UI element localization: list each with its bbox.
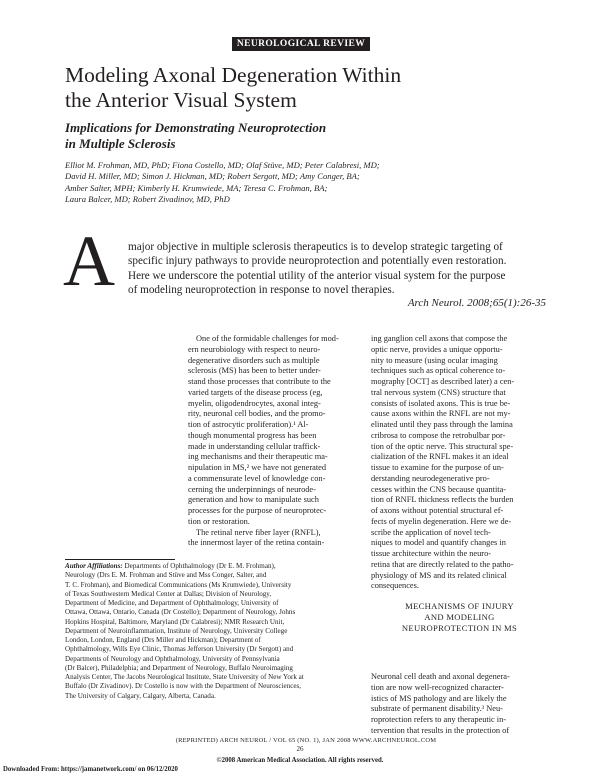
- abstract: [128, 240, 548, 298]
- body-text-line: cerning the underpinnings of neurode-: [188, 484, 316, 494]
- abstract-drop-cap: A: [63, 221, 115, 301]
- heading-line: AND MODELING: [424, 611, 495, 622]
- author-line: Laura Balcer, MD; Robert Zivadinov, MD, PhD: [65, 193, 230, 204]
- body-text-line: ern neurobiology with respect to neuro-: [188, 344, 321, 354]
- body-text-line: (Dr Balcer), Philadelphia; and Department of Neurology, Buffalo Neuroimaging: [65, 663, 293, 672]
- affiliation-text: Departments of Ophthalmology (Dr E. M. Frohman),: [124, 562, 276, 570]
- abstract-line: specific injury pathways to provide neuroprotection and potentially even restoration.: [128, 255, 507, 268]
- body-text-line: fects of myelin degeneration. Here we de-: [371, 516, 512, 526]
- download-notice: Downloaded From: https://jamanetwork.com/ on 06/12/2020: [3, 766, 178, 773]
- body-text-line: scribe the application of novel tech-: [371, 527, 491, 537]
- article-subtitle: [65, 120, 505, 152]
- body-text-line: tion or restoration.: [188, 516, 250, 526]
- author-line: David H. Miller, MD; Simon J. Hickman, MD; Robert Sergott, MD; Amy Conger, BA;: [65, 171, 360, 182]
- body-text-line: cesses within the CNS because quantita-: [371, 484, 507, 494]
- body-text-line: sclerosis (MS) has been to better under-: [188, 366, 321, 376]
- body-text-line: elinated until they pass through the lamina: [371, 420, 513, 429]
- body-text-line: T. C. Frohman), and Biomedical Communications (Ms Krumwiede), University: [65, 580, 292, 589]
- body-text-line: tion of the optic nerve. This structural spe-: [371, 441, 514, 451]
- body-column-right-section: [371, 672, 548, 737]
- body-text-line: derstanding neurodegenerative pro-: [371, 473, 490, 483]
- body-text-line: The University of Calgary, Calgary, Alberta, Canada.: [65, 691, 216, 700]
- body-text-line: mography [OCT] as described later) a cen-: [371, 377, 515, 386]
- author-list: [65, 160, 475, 205]
- title-line: Modeling Axonal Degeneration Within: [65, 63, 402, 87]
- author-affiliations: [65, 562, 355, 701]
- author-line: Elliot M. Frohman, MD, PhD; Fiona Costello, MD; Olaf Stüve, MD; Peter Calabresi, MD;: [65, 160, 380, 170]
- body-text-line: istics of MS pathology and are likely the: [371, 693, 507, 703]
- body-text-line: consequences.: [371, 581, 419, 591]
- body-text-line: Department of Neuroinflammation, Institute of Neurology, University College: [65, 626, 288, 635]
- body-text-line: One of the formidable challenges for mod-: [196, 334, 339, 343]
- body-text-line: made in understanding cellular traffick-: [188, 441, 321, 451]
- section-banner: NEUROLOGICAL REVIEW: [232, 37, 370, 51]
- body-text-line: ing mechanisms and their therapeutic ma-: [188, 452, 328, 462]
- body-text-line: generation and how to manipulate such: [188, 495, 319, 505]
- body-text-line: substrate of permanent disability.³ Neu-: [371, 704, 503, 714]
- body-text-line: Ottawa, Ottawa, Ontario, Canada (Dr Costello); Department of Neurology, Johns: [65, 608, 296, 617]
- body-text-line: tissue architecture within the neuro-: [371, 549, 492, 558]
- body-text-line: though monumental progress has been: [188, 430, 317, 440]
- body-text-line: London, London, England (Drs Miller and Hickman); Department of: [65, 636, 261, 644]
- body-text-line: tion are now well-recognized character-: [371, 682, 504, 692]
- page-number: 26: [296, 745, 304, 753]
- body-text-line: optic nerve, provides a unique opportu-: [371, 344, 503, 354]
- body-text-line: tissue to examine for the purpose of un-: [371, 463, 504, 472]
- body-text-line: myelin, oligodendrocytes, axonal integ-: [188, 398, 321, 408]
- title-line: the Anterior Visual System: [65, 88, 297, 112]
- body-text-line: consists of isolated axons. This is true be-: [371, 398, 511, 408]
- body-text-line: niques to model and quantify changes in: [371, 538, 506, 548]
- body-column-left: [188, 334, 356, 549]
- body-text-line: processes for the purpose of neuroprotec-: [188, 506, 327, 515]
- body-text-line: rity, neuronal cell bodies, and the promo-: [188, 409, 326, 419]
- heading-line: MECHANISMS OF INJURY: [405, 601, 514, 611]
- body-text-line: nity to measure (using ocular imaging: [371, 355, 498, 365]
- body-text-line: nipulation in MS,² we have not generated: [188, 463, 327, 472]
- body-column-right: [371, 334, 548, 592]
- body-text-line: tervention that results in the protection of: [371, 725, 510, 735]
- body-text-line: cialization of the RNFL makes it an ideal: [371, 452, 509, 462]
- body-text-line: techniques such as optical coherence to-: [371, 366, 506, 376]
- body-text-line: retina that are directly related to the patho-: [371, 559, 514, 569]
- abstract-line: of modeling neuroprotection in response to novel therapies.: [128, 284, 395, 297]
- section-heading: [371, 601, 548, 633]
- body-text-line: tion of RNFL thickness reflects the burden: [371, 495, 514, 505]
- body-text-line: varied targets of the disease process (eg,: [188, 387, 323, 397]
- footnote-divider: [65, 559, 175, 560]
- abstract-line: major objective in multiple sclerosis therapeutics is to develop strategic targeting of: [128, 241, 503, 253]
- body-text-line: Buffalo (Dr Zivadinov). Dr Costello is now with the Department of Neurosciences,: [65, 682, 302, 691]
- journal-footer: (REPRINTED) ARCH NEUROL / VOL 65 (NO. 1), JAN 2008 WWW.ARCHNEUROL.COM: [175, 737, 437, 744]
- affiliation-label: Author Affiliations:: [65, 562, 123, 570]
- article-title: [65, 63, 545, 113]
- body-text-line: a commensurate level of knowledge con-: [188, 473, 326, 483]
- body-text-line: the innermost layer of the retina contain-: [188, 538, 325, 548]
- body-text-line: ing ganglion cell axons that compose the: [371, 334, 508, 343]
- body-text-line: degenerative disorders such as multiple: [188, 355, 320, 365]
- body-text-line: Ophthalmology, Wills Eye Clinic, Thomas Jefferson University (Dr Sergott) and: [65, 645, 294, 654]
- body-text-line: tral nervous system (CNS) structure that: [371, 387, 506, 397]
- author-line: Amber Salter, MPH; Kimberly H. Krumwiede, MA; Teresa C. Frohman, BA;: [65, 182, 328, 193]
- body-text-line: stand those processes that contribute to the: [188, 377, 331, 386]
- subtitle-line: in Multiple Sclerosis: [65, 136, 176, 151]
- body-text-line: of Texas Southwestern Medical Center at Dallas; Division of Neurology,: [65, 589, 272, 598]
- body-text-line: cause axons within the RNFL are not my-: [371, 409, 511, 419]
- body-text-line: Neurology (Drs E. M. Frohman and Stüve and Mss Conger, Salter, and: [65, 571, 267, 580]
- body-text-line: physiology of MS and its related clinical: [371, 570, 507, 580]
- body-text-line: Hopkins Hospital, Baltimore, Maryland (Dr Calabresi); NMR Research Unit,: [65, 617, 285, 626]
- citation: Arch Neurol. 2008;65(1):26-35: [407, 297, 546, 309]
- affiliation-line: [65, 562, 355, 571]
- copyright-notice: ©2008 American Medical Association. All rights reserved.: [216, 757, 384, 764]
- abstract-line: Here we underscore the potential utility of the anterior visual system for the purpose: [128, 269, 506, 282]
- heading-line: NEUROPROTECTION IN MS: [401, 622, 518, 633]
- body-text-line: of axons without potential structural ef-: [371, 506, 504, 515]
- body-text-line: Analysis Center, The Jacobs Neurological Institute, State University of New York at: [65, 673, 304, 681]
- body-text-line: roprotection refers to any therapeutic in-: [371, 715, 507, 724]
- body-text-line: Neuronal cell death and axonal degenera-: [371, 672, 510, 681]
- body-text-line: Departments of Neurology and Ophthalmology, University of Pennsylvania: [65, 654, 280, 663]
- body-text-line: tion of astrocytic proliferation).¹ Al-: [188, 420, 309, 429]
- body-text-line: The retinal nerve fiber layer (RNFL),: [196, 527, 321, 537]
- body-text-line: Department of Medicine, and Department of Ophthalmology, University of: [65, 599, 279, 607]
- subtitle-line: Implications for Demonstrating Neuroprotection: [65, 120, 327, 135]
- body-text-line: cribrosa to compose the retrobulbar por-: [371, 430, 506, 440]
